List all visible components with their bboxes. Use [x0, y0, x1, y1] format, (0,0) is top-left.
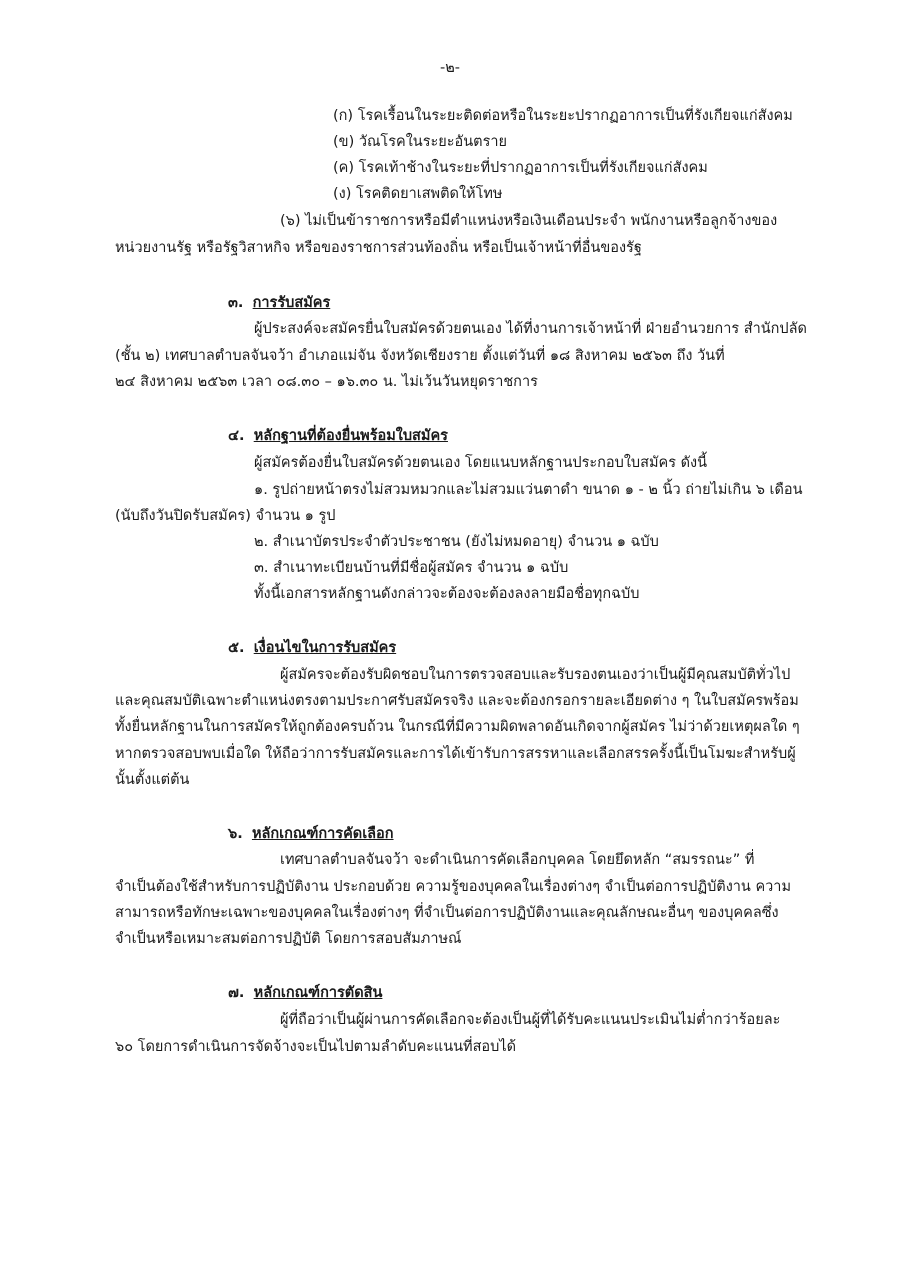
disease-item-4: (ง) โรคติดยาเสพติดให้โทษ: [333, 186, 503, 202]
section-7-heading: [228, 985, 382, 1002]
section-7-line-2: ๖๐ โดยการดำเนินการจัดจ้างจะเป็นไปตามลำดับคะแนนที่สอบได้: [115, 1039, 517, 1055]
section-5-line-2: และคุณสมบัติเฉพาะตำแหน่งตรงตามประกาศรับสมัครจริง และจะต้องกรอกรายละเอียดต่าง ๆ ในใบสมัครพร้อม: [115, 693, 799, 709]
section-6-line-4: จำเป็นหรือเหมาะสมต่อการปฏิบัติ โดยการสอบสัมภาษณ์: [115, 931, 462, 947]
section-5-line-3: ทั้งยื่นหลักฐานในการสมัครให้ถูกต้องครบถ้วน ในกรณีที่มีความผิดพลาดอันเกิดจากผู้สมัคร ไม่ว่าด้วยเหตุผลใด ๆ: [115, 719, 800, 735]
section-4-number: ๔.: [228, 428, 245, 444]
qualification-item-6-line-1: (๖) ไม่เป็นข้าราชการหรือมีตำแหน่งหรือเงินเดือนประจำ พนักงานหรือลูกจ้างของ: [280, 213, 778, 229]
section-4-heading: [228, 428, 448, 445]
section-5-heading: [228, 640, 396, 657]
section-6-line-1: เทศบาลตำบลจันจว้า จะดำเนินการคัดเลือกบุคคล โดยยึดหลัก “สมรรถนะ” ที่: [280, 852, 755, 868]
section-5-line-1: ผู้สมัครจะต้องรับผิดชอบในการตรวจสอบและรับรองตนเองว่าเป็นผู้มีคุณสมบัติทั่วไป: [280, 667, 791, 683]
section-3-line-1: ผู้ประสงค์จะสมัครยื่นใบสมัครด้วยตนเอง ได้ที่งานการเจ้าหน้าที่ ฝ่ายอำนวยการ สำนักปลัด: [254, 321, 807, 337]
section-3-heading: [228, 295, 330, 312]
section-7-line-1: ผู้ที่ถือว่าเป็นผู้ผ่านการคัดเลือกจะต้องเป็นผู้ที่ได้รับคะแนนประเมินไม่ต่ำกว่าร้อยละ: [280, 1012, 781, 1028]
section-5-title: เงื่อนไขในการรับสมัคร: [253, 640, 397, 656]
disease-item-2: (ข) วัณโรคในระยะอันตราย: [333, 134, 508, 150]
section-4-line-2: ๑. รูปถ่ายหน้าตรงไม่สวมหมวกและไม่สวมแว่นตาดำ ขนาด ๑ - ๒ นิ้ว ถ่ายไม่เกิน ๖ เดือน: [254, 482, 803, 498]
section-5-line-4: หากตรวจสอบพบเมื่อใด ให้ถือว่าการรับสมัครและการได้เข้ารับการสรรหาและเลือกสรรครั้งนี้เป็นโมฆะสำหรับผู้: [115, 746, 796, 762]
section-6-line-2: จำเป็นต้องใช้สำหรับการปฏิบัติงาน ประกอบด้วย ความรู้ของบุคคลในเรื่องต่างๆ จำเป็นต่อการปฏิบัติงาน ความ: [115, 879, 791, 895]
section-6-number: ๖.: [228, 826, 243, 842]
disease-item-3: (ค) โรคเท้าช้างในระยะที่ปรากฏอาการเป็นที่รังเกียจแก่สังคม: [333, 160, 708, 176]
section-3-number: ๓.: [228, 295, 244, 311]
section-4-line-1: ผู้สมัครต้องยื่นใบสมัครด้วยตนเอง โดยแนบหลักฐานประกอบใบสมัคร ดังนี้: [254, 455, 708, 471]
section-3-line-3: ๒๔ สิงหาคม ๒๕๖๓ เวลา ๐๘.๓๐ – ๑๖.๓๐ น. ไม่เว้นวันหยุดราชการ: [115, 374, 538, 390]
section-6-heading: [228, 826, 394, 843]
qualification-item-6-line-2: หน่วยงานรัฐ หรือรัฐวิสาหกิจ หรือของราชการส่วนท้องถิ่น หรือเป็นเจ้าหน้าที่อื่นของรัฐ: [115, 240, 642, 256]
section-4-line-5: ๓. สำเนาทะเบียนบ้านที่มีชื่อผู้สมัคร จำนวน ๑ ฉบับ: [254, 560, 569, 576]
section-4-title: หลักฐานที่ต้องยื่นพร้อมใบสมัคร: [253, 428, 448, 444]
section-3-line-2: (ชั้น ๒) เทศบาลตำบลจันจว้า อำเภอแม่จัน จังหวัดเชียงราย ตั้งแต่วันที่ ๑๘ สิงหาคม ๒๕๖๓ ถึง วันที่: [115, 348, 725, 364]
section-7-title: หลักเกณฑ์การตัดสิน: [253, 985, 383, 1001]
section-7-number: ๗.: [228, 985, 245, 1001]
section-5-line-5: นั้นตั้งแต่ต้น: [115, 772, 190, 788]
section-5-number: ๕.: [228, 640, 245, 656]
section-6-title: หลักเกณฑ์การคัดเลือก: [251, 826, 394, 842]
section-6-line-3: สามารถหรือทักษะเฉพาะของบุคคลในเรื่องต่างๆ ที่จำเป็นต่อการปฏิบัติงานและคุณลักษณะอื่นๆ ของบุคคลซึ่ง: [115, 905, 779, 921]
section-4-line-6: ทั้งนี้เอกสารหลักฐานดังกล่าวจะต้องจะต้องลงลายมือชื่อทุกฉบับ: [254, 586, 640, 602]
page-number: -๒-: [439, 60, 461, 76]
section-3-title: การรับสมัคร: [252, 295, 331, 311]
disease-item-1: (ก) โรคเรื้อนในระยะติดต่อหรือในระยะปรากฏอาการเป็นที่รังเกียจแก่สังคม: [333, 108, 793, 124]
section-4-line-4: ๒. สำเนาบัตรประจำตัวประชาชน (ยังไม่หมดอายุ) จำนวน ๑ ฉบับ: [254, 534, 659, 550]
section-4-line-3: (นับถึงวันปิดรับสมัคร) จำนวน ๑ รูป: [115, 508, 336, 524]
